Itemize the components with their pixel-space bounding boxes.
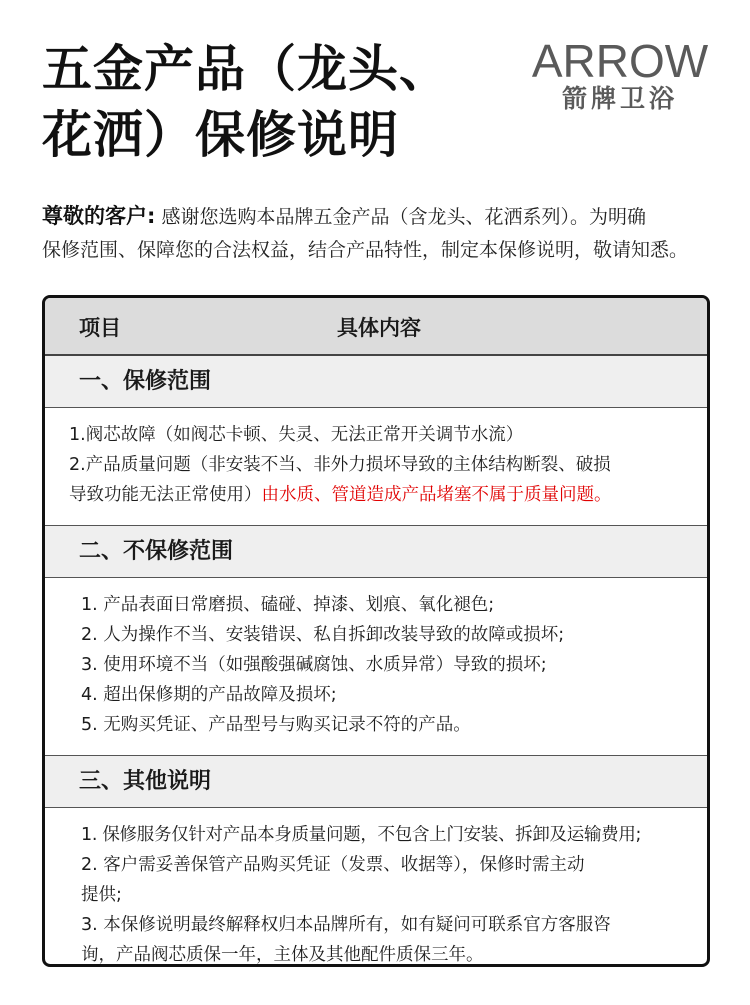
list-item-text: 导致功能无法正常使用） bbox=[69, 485, 262, 505]
list-item: 4. 超出保修期的产品故障及损坏; bbox=[81, 685, 337, 705]
title-line-2: 花洒）保修说明 bbox=[42, 106, 399, 164]
section-heading-not-covered: 二、不保修范围 bbox=[45, 526, 707, 578]
intro-text-1: 感谢您选购本品牌五金产品（含龙头、花洒系列）。为明确 bbox=[155, 206, 646, 228]
section-heading-other-notes: 三、其他说明 bbox=[45, 756, 707, 808]
brand-logo-text: ARROW bbox=[531, 35, 709, 87]
section-body-not-covered bbox=[45, 578, 707, 756]
brand-chinese-name: 箭牌卫浴 bbox=[561, 84, 678, 113]
section-heading-warranty-scope: 一、保修范围 bbox=[45, 356, 707, 408]
list-item: 3. 使用环境不当（如强酸强碱腐蚀、水质异常）导致的损坏; bbox=[81, 655, 547, 675]
list-item: 1.阀芯故障（如阀芯卡顿、失灵、无法正常开关调节水流） bbox=[69, 425, 524, 445]
list-item: 2. 客户需妥善保管产品购买凭证（发票、收据等），保修时需主动 bbox=[81, 855, 585, 875]
list-item: 3. 本保修说明最终解释权归本品牌所有，如有疑问可联系官方客服咨 bbox=[81, 915, 611, 935]
list-item: 2. 人为操作不当、安装错误、私自拆卸改装导致的故障或损坏; bbox=[81, 625, 565, 645]
warranty-table bbox=[42, 295, 710, 967]
table-header bbox=[45, 298, 707, 356]
list-item: 1. 产品表面日常磨损、磕碰、掉漆、划痕、氧化褪色; bbox=[81, 595, 495, 615]
section-body-other-notes bbox=[45, 808, 707, 967]
list-item: 1. 保修服务仅针对产品本身质量问题，不包含上门安装、拆卸及运输费用; bbox=[81, 825, 642, 845]
list-item: 询，产品阀芯质保一年，主体及其他配件质保三年。 bbox=[81, 945, 484, 965]
list-item: 5. 无购买凭证、产品型号与购买记录不符的产品。 bbox=[81, 715, 471, 735]
list-item: 提供; bbox=[81, 885, 122, 905]
column-header-item: 项目 bbox=[79, 316, 121, 340]
intro-greeting: 尊敬的客户: bbox=[42, 204, 156, 228]
page-title bbox=[42, 36, 450, 168]
highlight-note: 由水质、管道造成产品堵塞不属于质量问题。 bbox=[261, 485, 612, 505]
brand-logo bbox=[520, 36, 720, 114]
intro-paragraph bbox=[42, 200, 722, 267]
section-body-warranty-scope bbox=[45, 408, 707, 526]
column-header-content: 具体内容 bbox=[337, 316, 421, 340]
intro-text-2: 保修范围、保障您的合法权益，结合产品特性，制定本保修说明，敬请知悉。 bbox=[42, 239, 689, 261]
list-item bbox=[69, 480, 703, 510]
list-item: 2.产品质量问题（非安装不当、非外力损坏导致的主体结构断裂、破损 bbox=[69, 455, 611, 475]
title-line-1: 五金产品（龙头、 bbox=[42, 40, 450, 98]
